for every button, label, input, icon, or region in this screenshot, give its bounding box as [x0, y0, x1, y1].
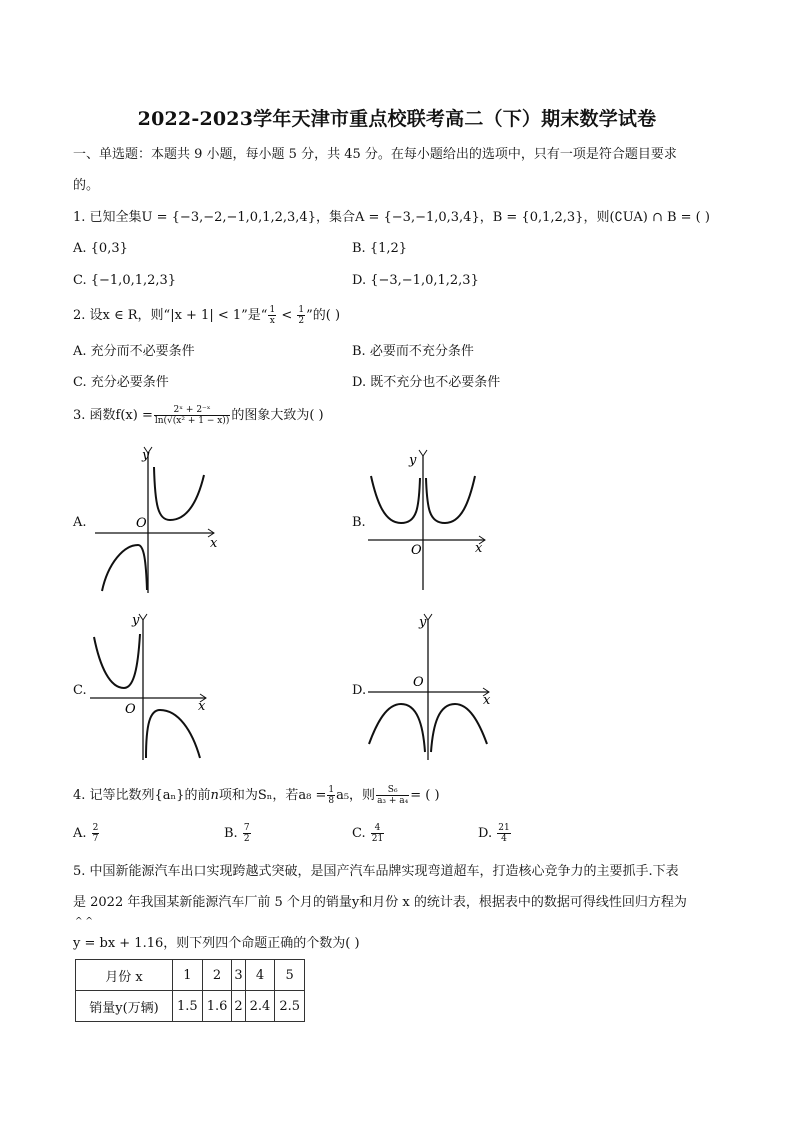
table-cell: 1: [173, 960, 203, 991]
table-header-month: 月份 x: [76, 960, 173, 991]
q5-table-wrapper: [75, 959, 305, 1022]
table-cell: 2: [202, 960, 232, 991]
q4-frac-1-over-8: [327, 785, 335, 806]
table-cell: 4: [245, 960, 275, 991]
q1-option-d: D. {−3,−1,0,1,2,3}: [352, 273, 479, 288]
q4-option-d-num: 21: [498, 823, 510, 833]
q3-function-fraction: [154, 405, 230, 426]
q2-frac-1-over-2: [297, 305, 305, 326]
q1-option-a: A. {0,3}: [73, 241, 128, 256]
table-cell: 3: [232, 960, 245, 991]
q4-stem-pre: 4. 记等比数列{aₙ}的前: [73, 788, 211, 803]
table-cell: 2.5: [275, 991, 305, 1022]
q4-frac2-den: a₃ + a₄: [377, 796, 409, 806]
q3-option-a-label: A.: [73, 515, 87, 530]
y-axis-label: y: [142, 448, 150, 463]
q4-option-a: [73, 823, 100, 844]
q2-frac1-num: 1: [269, 305, 276, 315]
section-heading-line2: 的。: [73, 178, 100, 193]
q4-frac1-num: 1: [328, 785, 335, 795]
q4-option-c: [352, 823, 385, 844]
q4-option-c-label: C.: [352, 826, 366, 841]
q4-option-a-frac: [92, 823, 100, 844]
q4-frac-s6: [376, 785, 409, 806]
q3-stem: [73, 404, 324, 428]
q4-option-c-frac: [371, 823, 384, 844]
section-heading-line1: 一、单选题：本题共 9 小题，每小题 5 分，共 45 分。在每小题给出的选项中，只有一项是符合题目要求: [73, 147, 677, 162]
q5-hats: ^ ^: [75, 917, 93, 927]
x-axis-label: x: [475, 541, 483, 556]
q2-frac1-den: x: [269, 316, 275, 326]
q5-line2: 是 2022 年我国某新能源汽车厂前 5 个月的销量y和月份 x 的统计表，根据表中的数据可得线性回归方程为: [73, 895, 687, 910]
q2-lt: <: [281, 308, 293, 323]
q2-option-b: B. 必要而不充分条件: [352, 344, 474, 359]
origin-label: O: [125, 702, 136, 717]
x-axis-label: x: [483, 693, 491, 708]
origin-label: O: [413, 675, 424, 690]
q2-frac-1-over-x: [268, 305, 276, 326]
y-axis-label: y: [409, 453, 417, 468]
q3-graph-c: [88, 612, 218, 762]
q2-frac2-den: 2: [298, 316, 305, 326]
q4-option-b-label: B.: [224, 826, 238, 841]
q4-option-c-den: 21: [371, 834, 384, 844]
q4-option-b-den: 2: [243, 834, 250, 844]
q3-frac-num: 2ˣ + 2⁻ˣ: [154, 405, 230, 416]
table-row: [76, 991, 305, 1022]
q3-graph-d: [365, 612, 500, 762]
q3-option-c-label: C.: [73, 683, 87, 698]
q4-option-a-den: 7: [92, 834, 99, 844]
q4-frac2-num: S₆: [376, 785, 409, 796]
origin-label: O: [411, 543, 422, 558]
q4-stem: [73, 784, 440, 808]
origin-label: O: [136, 516, 147, 531]
q5-stats-table: [75, 959, 305, 1022]
x-axis-label: x: [210, 536, 218, 551]
q3-graph-a: [92, 445, 227, 595]
q3-graph-b: [365, 448, 500, 593]
table-cell: 2: [232, 991, 245, 1022]
q4-option-a-num: 2: [92, 823, 99, 833]
q4-option-c-num: 4: [371, 823, 384, 834]
q4-n: n: [210, 788, 219, 803]
q4-stem-mid1: 项和为Sₙ，若a₈ =: [218, 788, 327, 803]
page-title: 2022-2023学年天津市重点校联考高二（下）期末数学试卷: [137, 108, 657, 130]
q4-option-d: [478, 823, 512, 844]
q2-stem-post: ”的( ): [306, 308, 341, 323]
table-cell: 5: [275, 960, 305, 991]
q4-option-b-frac: [243, 823, 251, 844]
q4-frac1-den: 8: [328, 796, 335, 806]
table-cell: 2.4: [245, 991, 275, 1022]
y-axis-label: y: [132, 613, 140, 628]
q1-option-b: B. {1,2}: [352, 241, 408, 256]
q2-frac2-num: 1: [298, 305, 305, 315]
q2-option-c: C. 充分必要条件: [73, 375, 169, 390]
table-header-sales: 销量y(万辆): [76, 991, 173, 1022]
q1-option-c: C. {−1,0,1,2,3}: [73, 273, 177, 288]
q3-stem-pre: 3. 函数f(x) =: [73, 408, 153, 423]
q4-stem-post: = ( ): [410, 788, 440, 803]
q3-frac-den: ln(√(x² + 1 − x)): [154, 416, 230, 426]
q4-option-d-frac: [497, 823, 510, 844]
table-cell: 1.6: [202, 991, 232, 1022]
q2-option-a: A. 充分而不必要条件: [73, 344, 195, 359]
q4-option-b-num: 7: [243, 823, 250, 833]
q1-stem: 1. 已知全集U = {−3,−2,−1,0,1,2,3,4}，集合A = {−3,−1,0,3,4}，B = {0,1,2,3}，则(∁UA) ∩ B = ( ): [73, 210, 710, 225]
q4-option-b: [224, 823, 252, 844]
q2-stem-pre: 2. 设x ∈ R，则“|x + 1| < 1”是“: [73, 308, 268, 323]
y-axis-label: y: [419, 615, 427, 630]
q3-option-b-label: B.: [352, 515, 366, 530]
table-cell: 1.5: [173, 991, 203, 1022]
q5-line3: y = bx + 1.16，则下列四个命题正确的个数为( ): [73, 936, 360, 951]
q4-option-a-label: A.: [73, 826, 87, 841]
x-axis-label: x: [198, 699, 206, 714]
q4-option-d-den: 4: [501, 834, 507, 844]
q4-stem-mid2: a₅，则: [336, 788, 376, 803]
q2-stem: [73, 305, 340, 327]
q2-option-d: D. 既不充分也不必要条件: [352, 375, 501, 390]
q4-option-d-label: D.: [478, 826, 493, 841]
table-row: [76, 960, 305, 991]
q3-stem-post: 的图象大致为( ): [231, 408, 324, 423]
q3-option-d-label: D.: [352, 683, 367, 698]
q5-line1: 5. 中国新能源汽车出口实现跨越式突破，是国产汽车品牌实现弯道超车，打造核心竞争力的主要抓手.下表: [73, 864, 679, 879]
